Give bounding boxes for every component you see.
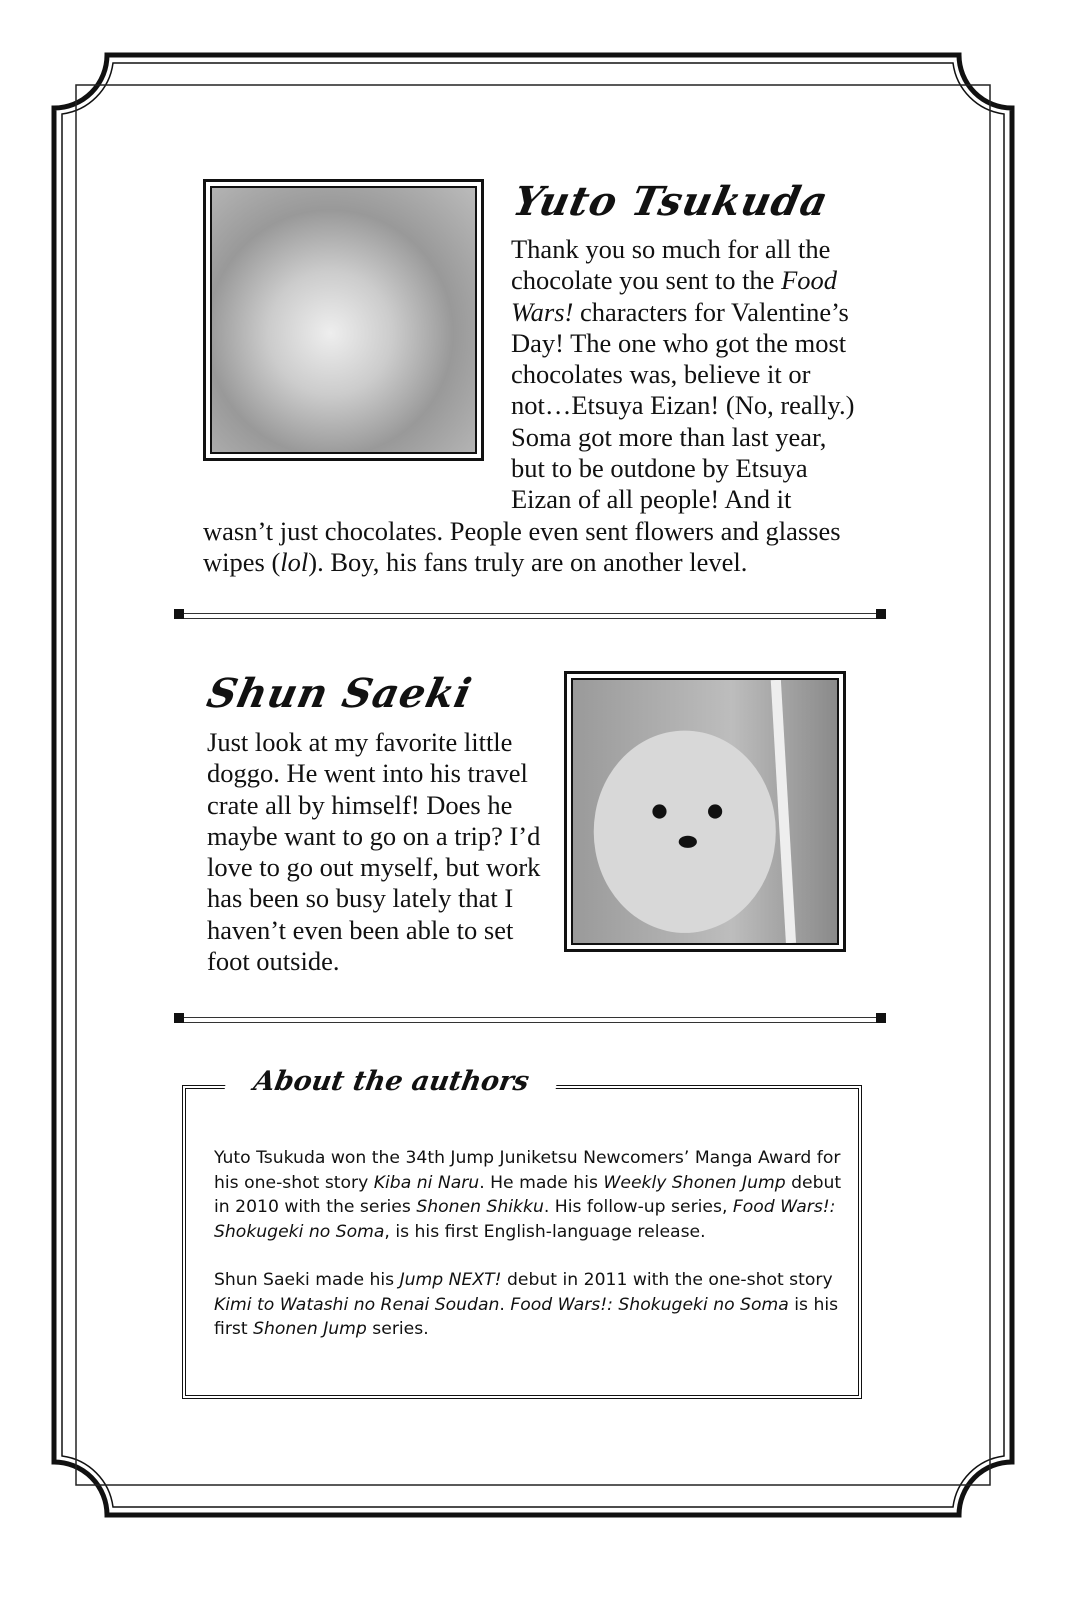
yuto-name: Yuto Tsukuda (509, 178, 833, 225)
dog-image (571, 678, 839, 945)
yuto-comment: Thank you so much for all the chocolate you sent to the Food Wars! characters for Valentine’s Day! The one who got the most chocolates was, believe it or not…Etsuya Eizan! (No, really.) Soma got more than last year, but to be outdone by Etsuya Eizan of all people! And it wasn’t just chocolates. People even sent flowers and glasses wipes (lol). Boy, his fans truly are on another level. (203, 234, 855, 577)
section-divider (180, 613, 880, 619)
shun-comment: Just look at my favorite little doggo. He went into his travel crate all by himself! Does he maybe want to go on a trip? I’d love to go out myself, but work has been so busy lately that I haven’t even been able to set foot outside. (207, 727, 541, 977)
about-title: About the authors (223, 1066, 559, 1097)
shun-photo (564, 671, 846, 952)
about-text (214, 1146, 844, 1366)
section-divider (180, 1017, 880, 1023)
about-shun: Shun Saeki made his Jump NEXT! debut in 2011 with the one-shot story Kimi to Watashi no Renai Soudan. Food Wars!: Shokugeki no Soma is his first Shonen Jump series. (214, 1270, 839, 1339)
about-yuto: Yuto Tsukuda won the 34th Jump Juniketsu Newcomers’ Manga Award for his one-shot story Kiba ni Naru. He made his Weekly Shonen Jump debut in 2010 with the series Shonen Shikku. His follow-up series, Food Wars!: Shokugeki no Soma, is his first English-language release. (214, 1148, 842, 1242)
pomeranian-icon (573, 680, 837, 943)
shun-name: Shun Saeki (203, 670, 477, 717)
